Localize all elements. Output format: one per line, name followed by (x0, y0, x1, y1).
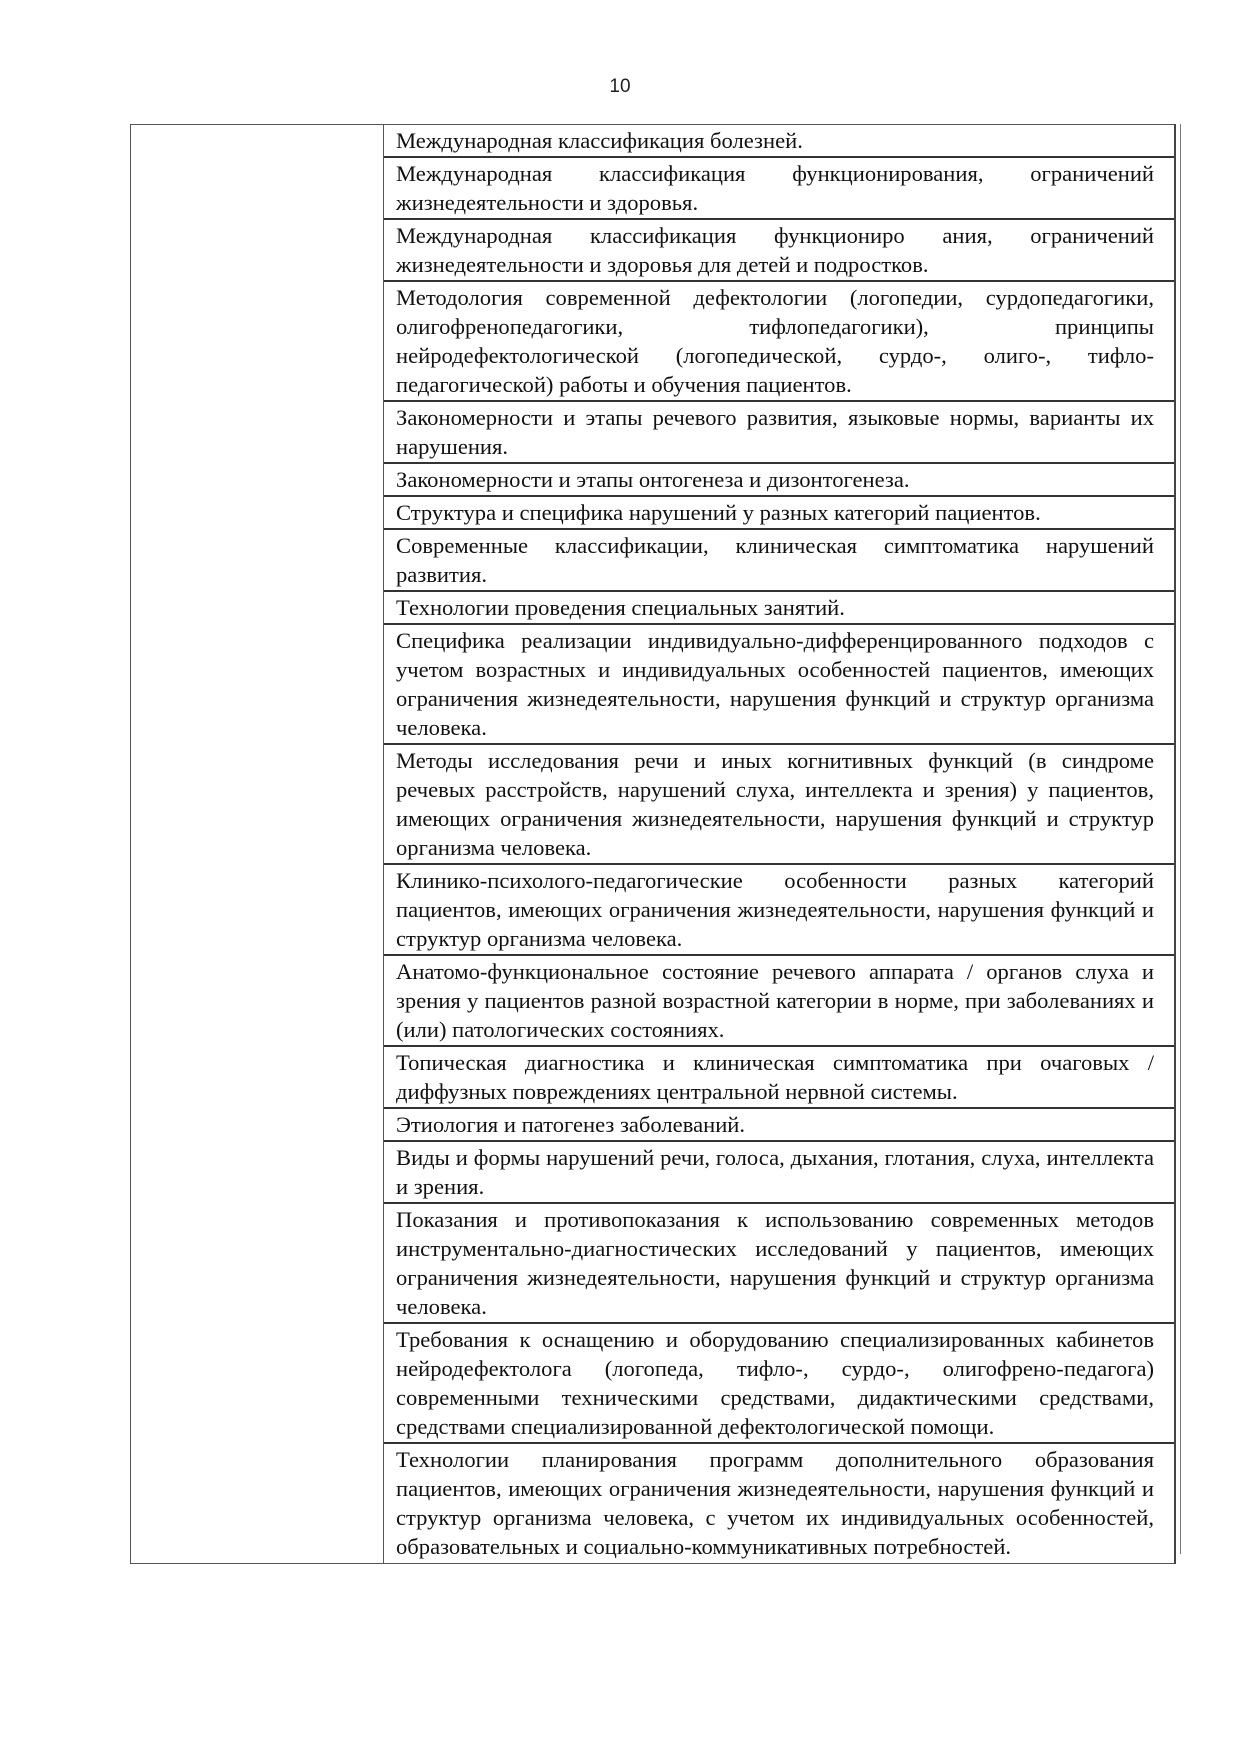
table-row-text: Технологии проведения специальных занятий. (384, 592, 1174, 625)
table-row-text: Специфика реализации индивидуально-дифференцированного подходов с учетом возрастных и индивидуальных особенностей пациентов, имеющих ограничения жизнедеятельности, нарушения функций и структур организма человека. (384, 625, 1174, 745)
left-column-cell (131, 125, 384, 1564)
right-column-cell (384, 125, 1176, 1564)
table-row (131, 125, 1176, 1564)
table-row-text: Этиология и патогенез заболеваний. (384, 1109, 1174, 1142)
table-row-text: Топическая диагностика и клиническая симптоматика при очаговых / диффузных повреждениях центральной нервной системы. (384, 1047, 1174, 1109)
table-row-text: Международная классификация болезней. (384, 125, 1174, 158)
table-row-text: Закономерности и этапы речевого развития, языковые нормы, варианты их нарушения. (384, 402, 1174, 464)
table-row-text: Показания и противопоказания к использованию современных методов инструментально-диагностических исследований у пациентов, имеющих ограничения жизнедеятельности, нарушения функций и структур организма человека. (384, 1204, 1174, 1324)
table-row-text: Методология современной дефектологии (логопедии, сурдопедагогики, олигофренопедагогики, тифлопедагогики), принципы нейродефектологической (логопедической, сурдо-, олиго-, тифло- педагогической) работы и обучения пациентов. (384, 282, 1174, 402)
page-right-rule (1180, 124, 1181, 1554)
table-row-text: Методы исследования речи и иных когнитивных функций (в синдроме речевых расстройств, нарушений слуха, интеллекта и зрения) у пациентов, имеющих ограничения жизнедеятельности, нарушения функций и структур организма человека. (384, 745, 1174, 865)
table-row-text: Виды и формы нарушений речи, голоса, дыхания, глотания, слуха, интеллекта и зрения. (384, 1142, 1174, 1204)
table-row-text: Современные классификации, клиническая симптоматика нарушений развития. (384, 530, 1174, 592)
table-row-text: Закономерности и этапы онтогенеза и дизонтогенеза. (384, 464, 1174, 497)
knowledge-table (130, 124, 1176, 1564)
table-row-text: Анатомо-функциональное состояние речевого аппарата / органов слуха и зрения у пациентов разной возрастной категории в норме, при заболеваниях и (или) патологических состояниях. (384, 956, 1174, 1047)
table-row-text: Требования к оснащению и оборудованию специализированных кабинетов нейродефектолога (логопеда, тифло-, сурдо-, олигофрено-педагога) современными техническими средствами, дидактическими средствами, средствами специализированной дефектологической помощи. (384, 1324, 1174, 1444)
table-row-text: Технологии планирования программ дополнительного образования пациентов, имеющих ограничения жизнедеятельности, нарушения функций и структур организма человека, с учетом их индивидуальных особенностей, образовательных и социально-коммуникативных потребностей. (396, 1447, 1154, 1559)
table-row-text: Международная классификация функциониро ания, ограничений жизнедеятельности и здоровья для детей и подростков. (384, 220, 1174, 282)
page-number: 10 (609, 76, 631, 97)
table-row-text: Международная классификация функционирования, ограничений жизнедеятельности и здоровья. (384, 158, 1174, 220)
table-row-text: Структура и специфика нарушений у разных категорий пациентов. (384, 497, 1174, 530)
table-row-text: Клинико-психолого-педагогические особенности разных категорий пациентов, имеющих ограничения жизнедеятельности, нарушения функций и структур организма человека. (384, 865, 1174, 956)
